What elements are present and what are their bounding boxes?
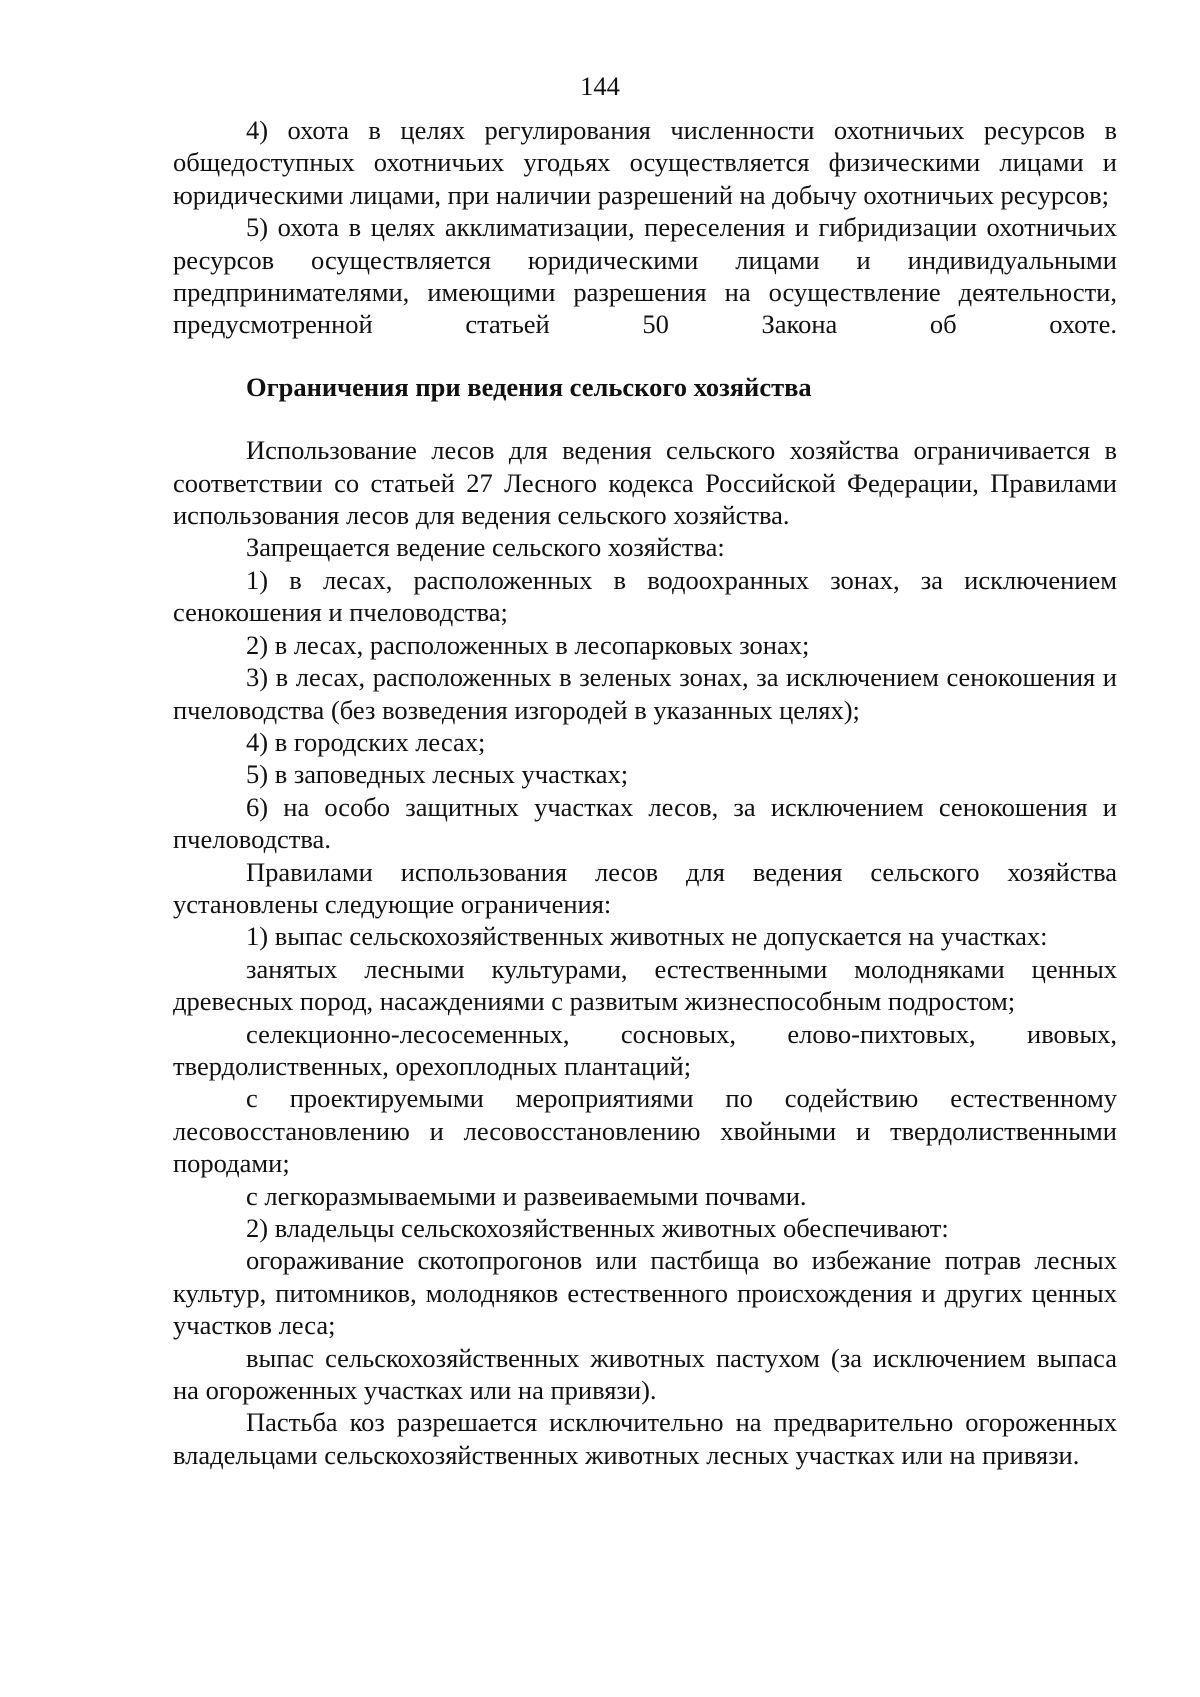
list-item: 2) в лесах, расположенных в лесопарковых зонах; — [246, 629, 810, 660]
paragraph: Пастьба коз разрешается исключительно на предварительно огороженных владельцами сельскохозяйственных животных лесных участках или на привязи. — [173, 1407, 1117, 1470]
list-item: огораживание скотопрогонов или пастбища во избежание потрав лесных культур, питомников, молодняков естественного происхождения и других ценных участков леса; — [173, 1245, 1117, 1341]
list-item: 2) владельцы сельскохозяйственных животных обеспечивают: — [246, 1213, 949, 1243]
document-body — [173, 114, 1117, 1471]
paragraph: Правилами использования лесов для ведения сельского хозяйства установлены следующие ограничения: — [173, 856, 1117, 919]
list-item: с проектируемыми мероприятиями по содействию естественному лесовосстановлению и лесовосстановлению хвойными и твердолиственными породами; — [173, 1083, 1117, 1179]
list-item: с легкоразмываемыми и развеиваемыми почвами. — [246, 1180, 807, 1211]
list-item: 5) в заповедных лесных участках; — [246, 759, 629, 790]
list-item: 4) в городских лесах; — [246, 726, 486, 757]
list-item: занятых лесными культурами, естественными молодняками ценных древесных пород, насаждениями с развитым жизнеспособным подростом; — [173, 953, 1117, 1017]
paragraph: Запрещается ведение сельского хозяйства: — [246, 532, 725, 563]
paragraph: 4) охота в целях регулирования численности охотничьих ресурсов в общедоступных охотничьих угодьях осуществляется физическими лицами и юридическими лицами, при наличии разрешений на добычу охотничьих ресурсов; — [173, 115, 1117, 210]
page-number: 144 — [580, 71, 620, 101]
list-item: селекционно-лесосеменных, сосновых, елово-пихтовых, ивовых, твердолиственных, орехоплодных плантаций; — [173, 1018, 1117, 1081]
list-item: выпас сельскохозяйственных животных пастухом (за исключением выпаса на огороженных участках или на привязи). — [173, 1342, 1117, 1406]
paragraph: Использование лесов для ведения сельского хозяйства ограничивается в соответствии со статьей 27 Лесного кодекса Российской Федерации, Правилами использования лесов для ведения сельского хозяйства. — [173, 435, 1117, 531]
list-item: 1) в лесах, расположенных в водоохранных зонах, за исключением сенокошения и пчеловодства; — [173, 564, 1117, 628]
section-heading: Ограничения при ведения сельского хозяйства — [246, 371, 812, 402]
paragraph: 5) охота в целях акклиматизации, переселения и гибридизации охотничьих ресурсов осуществляется юридическими лицами и индивидуальными предпринимателями, имеющими разрешения на осуществление деятельности, предусмотренной статьей 50 Закона об охоте. — [173, 212, 1117, 340]
list-item: 6) на особо защитных участках лесов, за исключением сенокошения и пчеловодства. — [173, 791, 1117, 855]
list-item: 1) выпас сельскохозяйственных животных не допускается на участках: — [246, 921, 1048, 952]
list-item: 3) в лесах, расположенных в зеленых зонах, за исключением сенокошения и пчеловодства (без возведения изгородей в указанных целях); — [173, 662, 1117, 725]
